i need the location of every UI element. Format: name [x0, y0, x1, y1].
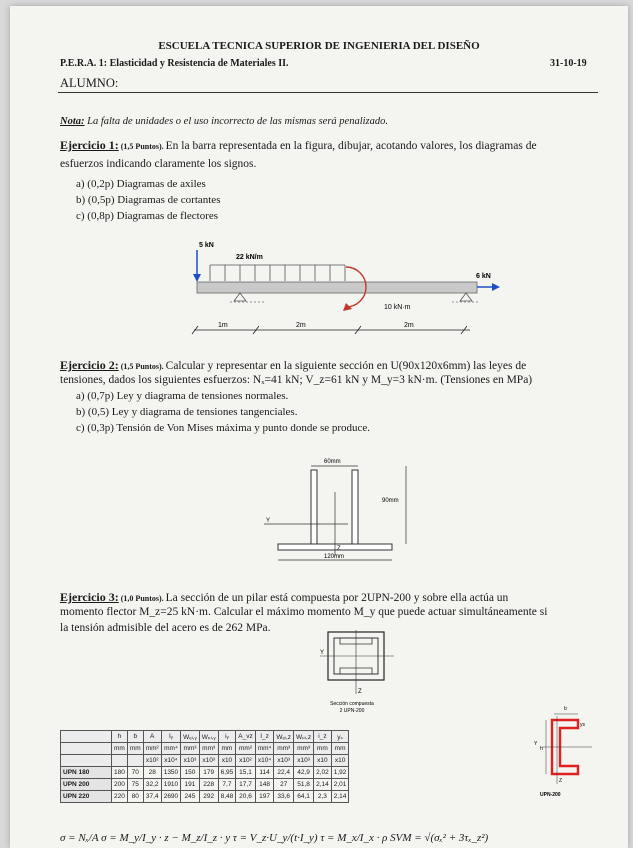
table-row	[61, 779, 349, 791]
beam-figure	[180, 234, 500, 340]
dist-load-arrows	[210, 265, 345, 281]
col-symbol: Wₚₗ,z	[294, 731, 314, 743]
col-unit: mm³	[294, 743, 314, 755]
table-cell: 228	[199, 779, 218, 791]
col-factor: x10³	[274, 755, 294, 767]
table-row	[61, 767, 349, 779]
table-cell: 2,02	[314, 767, 332, 779]
upn-h-label: h	[540, 746, 543, 752]
student-label: ALUMNO:	[60, 76, 119, 90]
col-factor: x10²	[236, 755, 255, 767]
ej1-item-a: a) (0,2p) Diagramas de axiles	[76, 178, 206, 190]
col-factor	[127, 755, 143, 767]
col-factor: x10³	[199, 755, 218, 767]
point-load-head	[193, 274, 201, 282]
col-factor: x10	[218, 755, 236, 767]
ej3-text1: La sección de un pilar está compuesta por 2UPN-200 y sobre ella actúa un	[165, 592, 509, 604]
table-cell: 2,14	[314, 779, 332, 791]
span-1-label: 1m	[218, 322, 228, 329]
ej2-item-a: a) (0,7p) Ley y diagrama de tensiones normales.	[76, 390, 289, 402]
col-symbol: I_z	[255, 731, 274, 743]
moment-label: 10 kN·m	[384, 304, 411, 311]
col-unit: mm	[331, 743, 349, 755]
header-divider	[58, 92, 598, 93]
dist-load-label: 22 kN/m	[236, 254, 263, 261]
row-name: UPN 200	[61, 779, 112, 791]
table-cell: 1350	[161, 767, 180, 779]
table-cell: 80	[127, 791, 143, 803]
upn-b-label: b	[564, 706, 567, 712]
col-unit: mm²	[236, 743, 255, 755]
col-unit: mm	[218, 743, 236, 755]
exam-date: 31-10-19	[550, 58, 587, 69]
col-symbol: yₛ	[331, 731, 349, 743]
ej1-text2: esfuerzos indicando claramente los signos.	[60, 158, 257, 170]
col-symbol: Wₑₗ,z	[274, 731, 294, 743]
ej2-line1	[60, 358, 526, 373]
col-unit: mm⁴	[255, 743, 274, 755]
ej3-text2: momento flector M_z=25 kN·m. Calcular el máximo momento M_y que puede actuar simultáneamente si	[60, 606, 548, 618]
z-axis-label: Z	[337, 546, 341, 552]
col-unit: mm²	[143, 743, 161, 755]
upn-profile-label: UPN-200	[540, 792, 561, 798]
col-unit: mm	[314, 743, 332, 755]
table-cell: 8,48	[218, 791, 236, 803]
formulas: σ = Nₓ/A σ = M_y/I_y · z − M_z/I_z · y τ = V_z·U_y/(t·I_y) τ = M_x/I_x · ρ SVM = √(σₓ² + 3τₓ_z²)	[60, 832, 489, 844]
col-factor: x10²	[143, 755, 161, 767]
note-label: Nota:	[60, 116, 85, 127]
upn-properties-table	[60, 730, 349, 803]
point-load-label: 5 kN	[199, 242, 214, 249]
table-row	[61, 791, 349, 803]
y-axis-label: Y	[266, 518, 271, 524]
ej3-points: (1,0 Puntos).	[118, 594, 166, 603]
col-symbol: b	[127, 731, 143, 743]
table-cell: 20,6	[236, 791, 255, 803]
col-symbol: Wₚₗ,ᵧ	[199, 731, 218, 743]
ej1-title: Ejercicio 1:	[60, 138, 119, 152]
row-name: UPN 220	[61, 791, 112, 803]
col-symbol: Iᵧ	[161, 731, 180, 743]
table-cell: 75	[127, 779, 143, 791]
beam	[197, 282, 477, 293]
table-cell: 191	[181, 779, 200, 791]
upn-z-label: Z	[559, 778, 563, 784]
compound-caption-2: 2 UPN-200	[339, 708, 365, 714]
table-cell: 32,2	[143, 779, 161, 791]
table-cell: 27	[274, 779, 294, 791]
support-right	[460, 293, 472, 301]
table-cell: 197	[255, 791, 274, 803]
ej3-text3: la tensión admisible del acero es de 262 MPa.	[60, 622, 271, 634]
col-unit: mm³	[199, 743, 218, 755]
col-factor: x10³	[181, 755, 200, 767]
col-symbol: i_z	[314, 731, 332, 743]
table-cell: 180	[112, 767, 128, 779]
table-cell: 15,1	[236, 767, 255, 779]
ej2-item-c: c) (0,3p) Tensión de Von Mises máxima y punto donde se produce.	[76, 422, 371, 434]
table-cell: 33,6	[274, 791, 294, 803]
row-name: UPN 180	[61, 767, 112, 779]
col-symbol: h	[112, 731, 128, 743]
dim-width-label: 120mm	[324, 554, 345, 560]
table-cell: 7,7	[218, 779, 236, 791]
compound-z-label: Z	[358, 689, 362, 695]
table-cell: 200	[112, 779, 128, 791]
col-symbol: A	[143, 731, 161, 743]
col-factor: x10	[331, 755, 349, 767]
ej1-item-c: c) (0,8p) Diagramas de flectores	[76, 210, 219, 222]
upn-y-label: Y	[534, 741, 538, 747]
col-unit: mm	[112, 743, 128, 755]
upn-ys-label: ys	[580, 722, 585, 728]
table-cell: 17,7	[236, 779, 255, 791]
table-factor-row	[61, 755, 349, 767]
table-cell: 148	[255, 779, 274, 791]
ej2-points: (1,5 Puntos).	[118, 362, 166, 371]
col-unit: mm³	[181, 743, 200, 755]
u-left-web	[311, 470, 317, 544]
col-unit: mm⁴	[161, 743, 180, 755]
ej3-title: Ejercicio 3:	[60, 590, 119, 604]
ej2-title: Ejercicio 2:	[60, 358, 119, 372]
note	[60, 116, 388, 127]
table-cell: 114	[255, 767, 274, 779]
col-factor	[112, 755, 128, 767]
span-2-label: 2m	[296, 322, 306, 329]
col-symbol: A_vz	[236, 731, 255, 743]
ej2-text2: tensiones, dados los siguientes esfuerzos: Nₓ=41 kN; V_z=61 kN y M_y=3 kN·m. (Tensiones en MPa)	[60, 374, 533, 386]
table-cell: 70	[127, 767, 143, 779]
exam-page	[10, 6, 628, 848]
table-cell: 6,95	[218, 767, 236, 779]
table-cell: 1910	[161, 779, 180, 791]
col-factor: x10⁴	[161, 755, 180, 767]
compound-y-label: Y	[320, 650, 325, 656]
ej1-points: (1,5 Puntos).	[118, 142, 166, 151]
table-cell: 1,92	[331, 767, 349, 779]
table-cell: 2,14	[331, 791, 349, 803]
table-cell: 2,01	[331, 779, 349, 791]
table-cell: 64,1	[294, 791, 314, 803]
axial-load-label: 6 kN	[476, 273, 491, 280]
note-text: La falta de unidades o el uso incorrecto de las mismas será penalizado.	[84, 116, 389, 127]
upn-profile-figure	[530, 702, 620, 802]
table-cell: 150	[181, 767, 200, 779]
span-3-label: 2m	[404, 322, 414, 329]
col-factor: x10⁴	[255, 755, 274, 767]
ej3-line1	[60, 590, 508, 605]
u-right-web	[352, 470, 358, 544]
table-cell: 292	[199, 791, 218, 803]
course-title: P.E.R.A. 1: Elasticidad y Resistencia de Materiales II.	[60, 58, 289, 69]
col-symbol: iᵧ	[218, 731, 236, 743]
support-left	[234, 293, 246, 301]
table-cell: 42,9	[294, 767, 314, 779]
table-cell: 220	[112, 791, 128, 803]
table-cell: 2690	[161, 791, 180, 803]
table-cell: 28	[143, 767, 161, 779]
col-symbol: Wₑₗ,ᵧ	[181, 731, 200, 743]
ej1-line1	[60, 138, 537, 153]
ej2-item-b: b) (0,5) Ley y diagrama de tensiones tangenciales.	[76, 406, 298, 418]
table-cell: 2,3	[314, 791, 332, 803]
ej1-text1: En la barra representada en la figura, dibujar, acotando valores, los diagramas de	[165, 140, 537, 152]
ej2-text1: Calcular y representar en la siguiente sección en U(90x120x6mm) las leyes de	[165, 360, 527, 372]
table-cell: 51,8	[294, 779, 314, 791]
col-unit: mm	[127, 743, 143, 755]
table-unit-row	[61, 743, 349, 755]
table-cell: 179	[199, 767, 218, 779]
table-cell: 37,4	[143, 791, 161, 803]
compound-section-figure	[306, 626, 398, 718]
school-title: ESCUELA TECNICA SUPERIOR DE INGENIERIA DEL DISEÑO	[158, 40, 480, 52]
table-cell: 245	[181, 791, 200, 803]
u-section-figure	[250, 452, 420, 568]
col-unit: mm³	[274, 743, 294, 755]
col-factor: x10	[314, 755, 332, 767]
dim-top-label: 60mm	[324, 459, 341, 465]
table-symbol-row	[61, 731, 349, 743]
compound-caption-1: Sección compuesta	[330, 701, 374, 707]
dim-height-label: 90mm	[382, 498, 399, 504]
col-factor: x10³	[294, 755, 314, 767]
axial-load-head	[492, 283, 500, 291]
ej1-item-b: b) (0,5p) Diagramas de cortantes	[76, 194, 221, 206]
table-cell: 22,4	[274, 767, 294, 779]
